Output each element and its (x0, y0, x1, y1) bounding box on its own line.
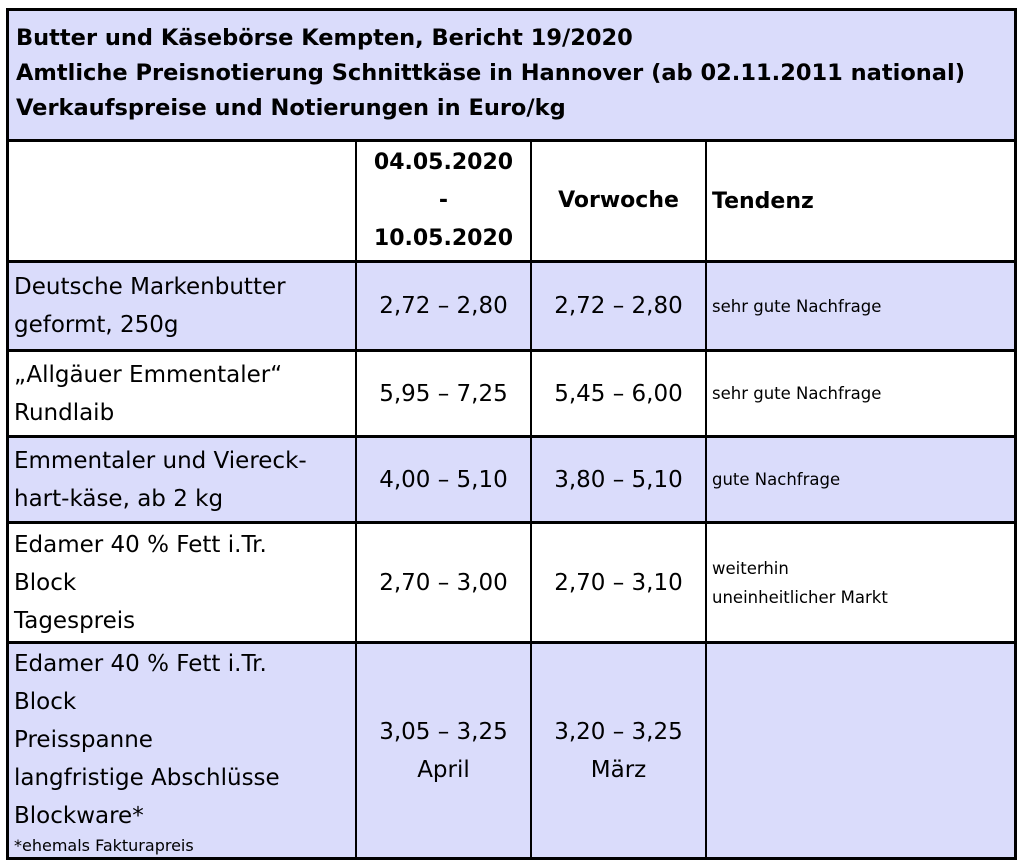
report-header (9, 11, 1014, 139)
product-line: Rundlaib (14, 399, 115, 426)
table-row (9, 438, 1014, 521)
product-line: geformt, 250g (14, 312, 179, 338)
current-price-cell (357, 438, 530, 521)
product-cell (9, 438, 355, 521)
previous-price: 3,80 – 5,10 (554, 466, 683, 493)
column-divider (530, 142, 532, 857)
previous-price-cell (532, 352, 705, 435)
trend-cell (707, 352, 1014, 435)
trend-cell (707, 438, 1014, 521)
report-unit-line: Verkaufspreise und Notierungen in Euro/kg (16, 95, 566, 121)
product-line: Emmentaler und Viereck- (14, 447, 307, 474)
product-line: Blockware* (14, 802, 144, 829)
current-price-cell (357, 524, 530, 641)
header-previous-week: Vorwoche (558, 188, 679, 213)
current-price-note: April (417, 756, 470, 783)
previous-price: 5,45 – 6,00 (554, 380, 683, 407)
product-line: Preisspanne (14, 726, 153, 753)
product-cell (9, 263, 355, 349)
previous-price-cell (532, 644, 705, 857)
table-row (9, 524, 1014, 641)
previous-price-cell (532, 524, 705, 641)
product-line: Edamer 40 % Fett i.Tr. (14, 650, 267, 677)
trend-cell (707, 644, 1014, 857)
header-product-cell (9, 142, 355, 260)
table-row (9, 352, 1014, 435)
current-price-cell (357, 352, 530, 435)
table-row (9, 263, 1014, 349)
previous-price-note: März (590, 756, 647, 783)
trend-cell (707, 263, 1014, 349)
product-cell (9, 644, 355, 857)
product-line: Edamer 40 % Fett i.Tr. (14, 531, 267, 558)
current-price: 5,95 – 7,25 (379, 380, 508, 407)
current-price: 2,72 – 2,80 (379, 293, 508, 319)
product-line: Block (14, 688, 77, 715)
current-price: 2,70 – 3,00 (379, 569, 508, 596)
trend-text: gute Nachfrage (712, 470, 841, 489)
trend-cell (707, 524, 1014, 641)
column-header-row (9, 142, 1014, 260)
report-title: Butter und Käsebörse Kempten, Bericht 19/2020 (16, 25, 633, 51)
table-row (9, 644, 1014, 857)
column-divider (705, 142, 707, 857)
current-price-cell (357, 644, 530, 857)
column-divider (355, 142, 357, 857)
product-line: langfristige Abschlüsse (14, 764, 280, 791)
current-price-cell (357, 263, 530, 349)
header-trend: Tendenz (712, 188, 814, 214)
previous-price: 2,70 – 3,10 (554, 569, 683, 596)
trend-text: sehr gute Nachfrage (712, 384, 882, 403)
period-to: 10.05.2020 (373, 226, 514, 251)
trend-text: weiterhin (712, 558, 789, 578)
period-separator: - (438, 188, 449, 213)
product-line: Tagespreis (14, 607, 136, 634)
product-cell (9, 352, 355, 435)
previous-price: 2,72 – 2,80 (554, 293, 683, 319)
previous-price-cell (532, 438, 705, 521)
footnote: *ehemals Fakturapreis (14, 835, 194, 855)
product-line: hart-käse, ab 2 kg (14, 485, 224, 512)
trend-text: uneinheitlicher Markt (712, 587, 888, 607)
header-period-cell (357, 142, 530, 260)
product-line: „Allgäuer Emmentaler“ (14, 361, 283, 388)
report-subtitle: Amtliche Preisnotierung Schnittkäse in Hannover (ab 02.11.2011 national) (16, 60, 965, 86)
current-price: 3,05 – 3,25 (379, 718, 508, 745)
price-report-table (6, 8, 1017, 860)
product-line: Deutsche Markenbutter (14, 274, 286, 300)
previous-price: 3,20 – 3,25 (554, 718, 683, 745)
trend-text: sehr gute Nachfrage (712, 296, 882, 316)
product-line: Block (14, 569, 77, 596)
product-cell (9, 524, 355, 641)
previous-price-cell (532, 263, 705, 349)
current-price: 4,00 – 5,10 (379, 466, 508, 493)
period-from: 04.05.2020 (373, 150, 514, 175)
